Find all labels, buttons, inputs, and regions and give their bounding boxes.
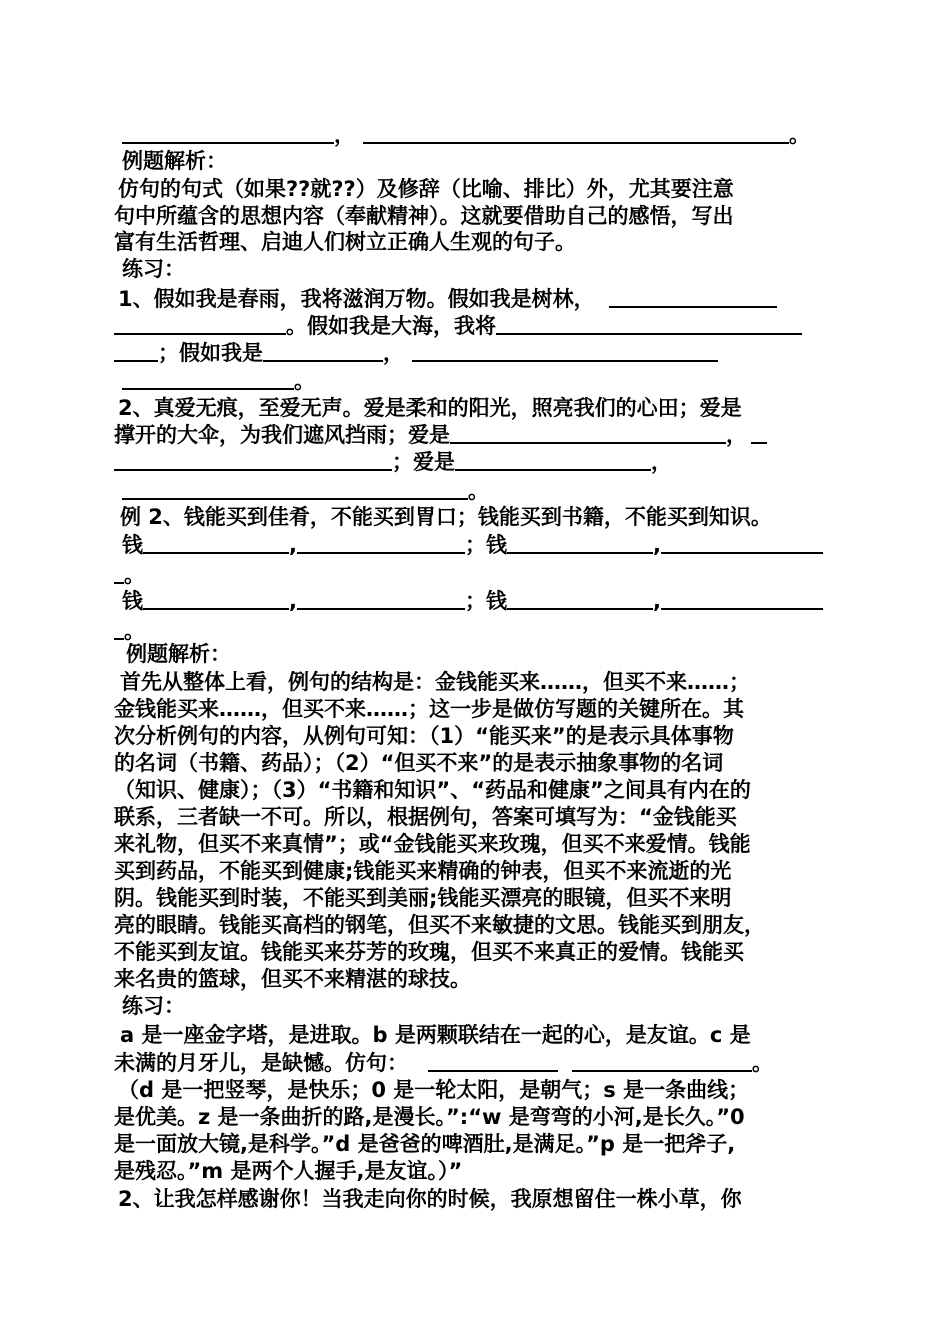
punctuation: , — [652, 589, 661, 613]
punctuation: ， — [383, 341, 404, 365]
paragraph-line: 是残忍。”m 是两个人握手,是友谊。）” — [114, 1159, 463, 1183]
example-title: 例 2、钱能买到佳肴，不能买到胃口；钱能买到书籍，不能买到知识。 — [120, 505, 772, 529]
punctuation: 。 — [294, 369, 315, 393]
punctuation: ； — [464, 533, 486, 557]
punctuation: 。 — [124, 563, 145, 587]
question-text: 钱 — [122, 533, 143, 557]
paragraph-line: 金钱能买来……，但买不来……；这一步是做仿写题的关键所在。其 — [114, 697, 744, 721]
paragraph-line: 首先从整体上看，例句的结构是：金钱能买来……，但买不来……； — [120, 670, 750, 694]
paragraph-line: 富有生活哲理、启迪人们树立正确人生观的句子。 — [114, 230, 576, 254]
paragraph-line: 2、让我怎样感谢你！当我走向你的时候，我原想留住一株小草，你 — [118, 1187, 742, 1211]
question-text: 钱 — [485, 533, 507, 557]
example-blank-line — [122, 586, 844, 616]
question-text: 钱 — [485, 589, 507, 613]
answer-blank[interactable] — [114, 560, 124, 584]
punctuation: , — [289, 589, 297, 613]
answer-blank[interactable] — [122, 366, 294, 390]
question-text: ；假如我是 — [158, 341, 263, 365]
answer-blank[interactable] — [263, 338, 383, 362]
paragraph-line: 的名词（书籍、药品）；（2）“但买不来”的是表示抽象事物的名词 — [114, 751, 724, 775]
answer-blank[interactable] — [122, 476, 468, 500]
question-line — [118, 284, 840, 314]
answer-blank[interactable] — [114, 338, 158, 362]
punctuation: 。 — [789, 123, 810, 147]
punctuation: ， — [651, 450, 672, 474]
answer-blank[interactable] — [114, 616, 124, 640]
paragraph-line: 来名贵的篮球，但买不来精湛的球技。 — [114, 967, 471, 991]
answer-blank[interactable] — [143, 586, 289, 610]
answer-blank[interactable] — [661, 586, 823, 610]
example-blank-line — [122, 530, 844, 560]
question-line — [114, 311, 836, 341]
punctuation: ； — [464, 589, 486, 613]
question-text: ；爱是 — [392, 450, 455, 474]
answer-blank[interactable] — [455, 447, 651, 471]
punctuation: , — [652, 533, 661, 557]
paragraph-line: 来礼物，但买不来真情”；或“金钱能买来玫瑰，但买不来爱情。钱能 — [114, 832, 751, 856]
section-heading: 例题解析： — [122, 149, 227, 173]
answer-blank[interactable] — [609, 284, 777, 308]
answer-blank[interactable] — [450, 420, 726, 444]
answer-blank[interactable] — [428, 1048, 558, 1072]
question-text: 撑开的大伞，为我们遮风挡雨；爱是 — [114, 423, 450, 447]
paragraph-line: 不能买到友谊。钱能买来芬芳的玫瑰，但买不来真正的爱情。钱能买 — [114, 940, 744, 964]
answer-blank[interactable] — [297, 530, 465, 554]
section-heading: 例题解析： — [126, 642, 231, 666]
punctuation: , — [289, 533, 297, 557]
answer-blank[interactable] — [572, 1048, 752, 1072]
paragraph-line: 句中所蕴含的思想内容（奉献精神）。这就要借助自己的感悟，写出 — [114, 204, 734, 228]
answer-blank[interactable] — [143, 530, 289, 554]
question-line — [114, 338, 836, 368]
question-line: 2、真爱无痕，至爱无声。爱是柔和的阳光，照亮我们的心田；爱是 — [118, 396, 742, 420]
paragraph-line: （d 是一把竖琴，是快乐；0 是一轮太阳，是朝气；s 是一条曲线； — [118, 1078, 750, 1102]
section-heading: 练习： — [122, 994, 185, 1018]
paragraph-line: （知识、健康）；（3）“书籍和知识”、“药品和健康”之间具有内在的 — [114, 778, 751, 802]
paragraph-line: 买到药品，不能买到健康;钱能买来精确的钟表，但买不来流逝的光 — [114, 859, 732, 883]
paragraph-line: 联系，三者缺一不可。所以，根据例句，答案可填写为：“金钱能买 — [114, 805, 737, 829]
question-text: 钱 — [122, 589, 143, 613]
question-line — [114, 447, 836, 477]
punctuation: 。 — [752, 1051, 773, 1075]
paragraph-line: 是一面放大镜,是科学。”d 是爸爸的啤酒肚,是满足。”p 是一把斧子, — [114, 1132, 736, 1156]
punctuation: ， — [726, 423, 747, 447]
section-heading: 练习： — [122, 257, 185, 281]
paragraph-line: 次分析例句的内容，从例句可知：（1）“能买来”的是表示具体事物 — [114, 724, 734, 748]
question-text: 未满的月牙儿，是缺憾。仿句： — [114, 1051, 408, 1075]
answer-blank[interactable] — [114, 311, 286, 335]
punctuation: ， — [334, 123, 355, 147]
answer-blank[interactable] — [297, 586, 465, 610]
answer-blank[interactable] — [751, 420, 767, 444]
paragraph-line: 阴。钱能买到时装，不能买到美丽;钱能买漂亮的眼镜，但买不来明 — [114, 886, 732, 910]
question-text: 1、假如我是春雨，我将滋润万物。假如我是树林， — [118, 287, 595, 311]
paragraph-line — [114, 1048, 836, 1078]
answer-blank[interactable] — [122, 120, 334, 144]
question-line — [122, 366, 844, 396]
paragraph-line: a 是一座金字塔，是进取。b 是两颗联结在一起的心，是友谊。c 是 — [120, 1023, 751, 1047]
answer-blank[interactable] — [412, 338, 718, 362]
answer-blank[interactable] — [507, 530, 653, 554]
paragraph-line: 是优美。z 是一条曲折的路,是漫长。”:“w 是弯弯的小河,是长久。”0 — [114, 1105, 745, 1129]
punctuation: 。 — [124, 619, 145, 643]
answer-blank[interactable] — [496, 311, 802, 335]
question-line — [114, 420, 836, 450]
answer-blank[interactable] — [507, 586, 653, 610]
paragraph-line: 仿句的句式（如果??就??）及修辞（比喻、排比）外，尤其要注意 — [118, 177, 734, 201]
answer-blank[interactable] — [114, 447, 392, 471]
question-text: 。假如我是大海，我将 — [286, 314, 496, 338]
paragraph-line: 亮的眼睛。钱能买高档的钢笔，但买不来敏捷的文思。钱能买到朋友， — [114, 913, 765, 937]
answer-blank[interactable] — [661, 530, 823, 554]
answer-blank[interactable] — [363, 120, 789, 144]
punctuation: 。 — [468, 479, 489, 503]
